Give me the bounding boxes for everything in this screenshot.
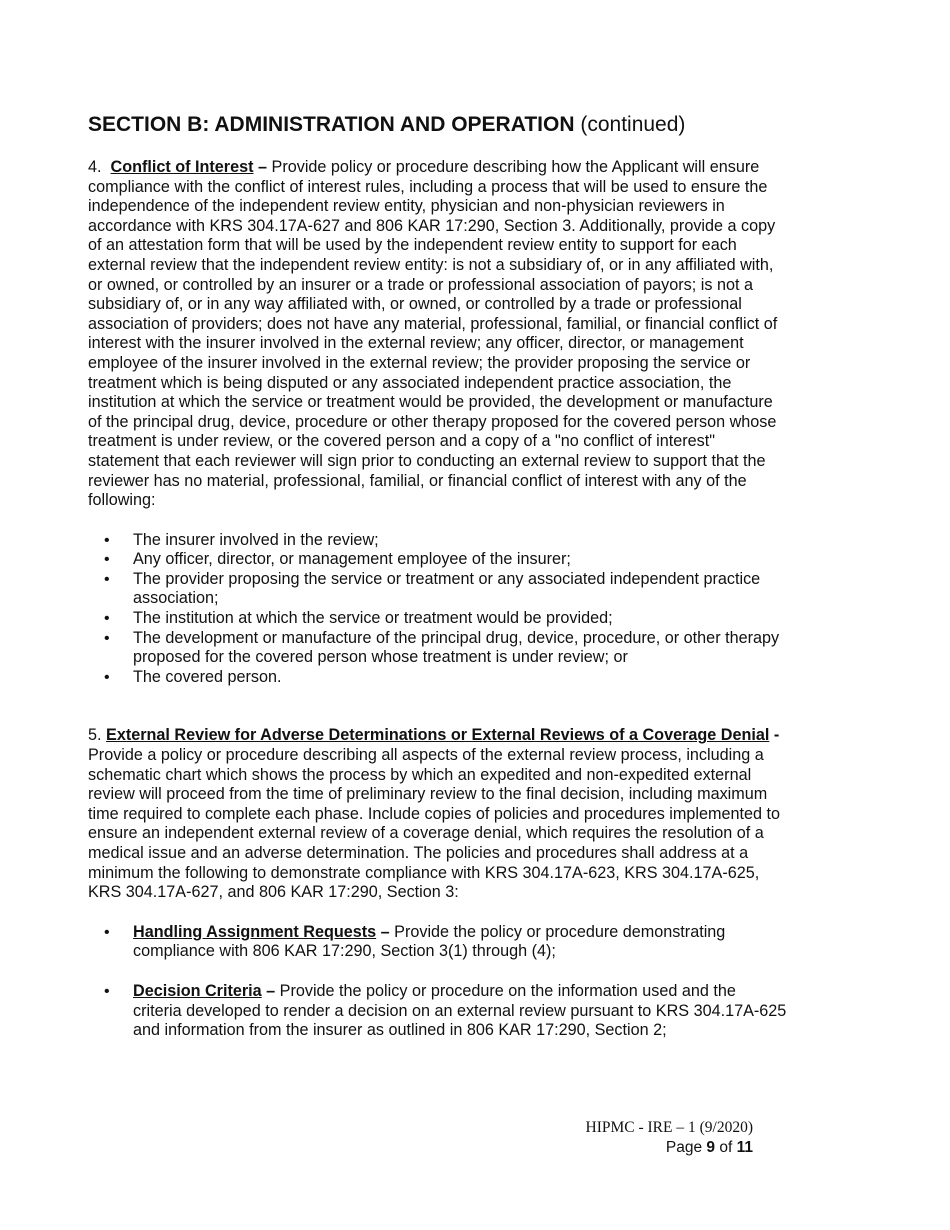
list-item — [88, 982, 788, 1041]
item-heading: Decision Criteria — [133, 981, 262, 1000]
list-item: • The institution at which the service or treatment would be provided; — [88, 609, 788, 629]
page-footer — [520, 1118, 753, 1158]
item-text: Provide the policy or procedure demonstrating compliance with 806 KAR 17:290, Section 3(1) through (4); — [133, 922, 726, 961]
section-4-dash: – — [258, 158, 268, 176]
list-item: • The insurer involved in the review; — [88, 531, 788, 551]
section-4-number: 4. — [88, 158, 102, 176]
list-item: • The provider proposing the service or treatment or any associated independent practice association; — [88, 570, 788, 609]
section-title — [88, 111, 788, 138]
item-dash: – — [266, 981, 276, 1000]
page-word: Page — [665, 1139, 703, 1156]
list-item: • The covered person. — [88, 668, 788, 688]
section-5-heading: External Review for Adverse Determinations or External Reviews of a Coverage Denial — [106, 726, 770, 745]
conflict-list — [88, 531, 788, 688]
list-item — [88, 923, 788, 962]
document-page — [88, 111, 788, 1041]
section-5-dash: - — [773, 726, 780, 745]
section-title-text: SECTION B: ADMINISTRATION AND OPERATION — [88, 113, 575, 136]
section-5-number: 5. — [88, 726, 102, 745]
section-4-paragraph — [88, 158, 788, 511]
page-number — [520, 1138, 753, 1158]
form-code: HIPMC - IRE – 1 (9/2020) — [585, 1119, 753, 1136]
section-5-body: Provide a policy or procedure describing all aspects of the external review process, including a schematic chart which shows the process by which an expedited and non-expedited external review will proceed from the time of preliminary review to the final decision, including maximum time required to complete each phase. Include copies of policies and procedures implemented to ensure an independent external review of a coverage denial, which requires the resolution of a medical issue and an adverse determination. The policies and procedures shall address at a minimum the following to demonstrate compliance with KRS 304.17A-623, KRS 304.17A-625, KRS 304.17A-627, and 806 KAR 17:290, Section 3: — [88, 746, 780, 902]
section-4-heading: Conflict of Interest — [110, 158, 254, 176]
section-4-body: Provide policy or procedure describing how the Applicant will ensure compliance with the conflict of interest rules, including a process that will be used to ensure the independence of the independent review entity, physician and non-physician reviewers in accordance with KRS 304.17A-627 and 806 KAR 17:290, Section 3. Additionally, provide a copy of an attestation form that will be used by the independent review entity to support for each external review that the independent review entity: is not a subsidiary of, or in any affiliated with, or owned, or controlled by an insurer or a trade or professional association of payors; is not a subsidiary of, or in any way affiliated with, or owned, or controlled by a trade or professional association of providers; does not have any material, professional, familial, or financial conflict of interest with the insurer involved in the external review; any officer, director, or management employee of the insurer involved in the external review; the provider proposing the service or treatment which is being disputed or any associated independent practice association, the institution at which the service or treatment would be provided, the development or manufacture of the principal drug, device, procedure or other therapy proposed for the covered person whose treatment is under review, or the covered person and a copy of a "no conflict of interest" statement that each reviewer will sign prior to conducting an external review to support that the reviewer has no material, professional, familial, or financial conflict of interest with any of the following: — [88, 158, 778, 510]
item-text: Provide the policy or procedure on the information used and the criteria developed to render a decision on an external review pursuant to KRS 304.17A-625 and information from the insurer as outlined in 806 KAR 17:290, Section 2; — [133, 981, 787, 1040]
external-review-list — [88, 923, 788, 1041]
continued-label: (continued) — [580, 113, 686, 136]
page-current: 9 — [706, 1139, 716, 1156]
item-heading: Handling Assignment Requests — [133, 922, 377, 941]
list-item: • Any officer, director, or management employee of the insurer; — [88, 550, 788, 570]
page-total: 11 — [736, 1139, 753, 1156]
item-dash: – — [380, 922, 390, 941]
list-item: • The development or manufacture of the principal drug, device, procedure, or other therapy proposed for the covered person whose treatment is under review; or — [88, 629, 788, 668]
page-of: of — [719, 1139, 733, 1156]
section-5-paragraph — [88, 726, 788, 902]
